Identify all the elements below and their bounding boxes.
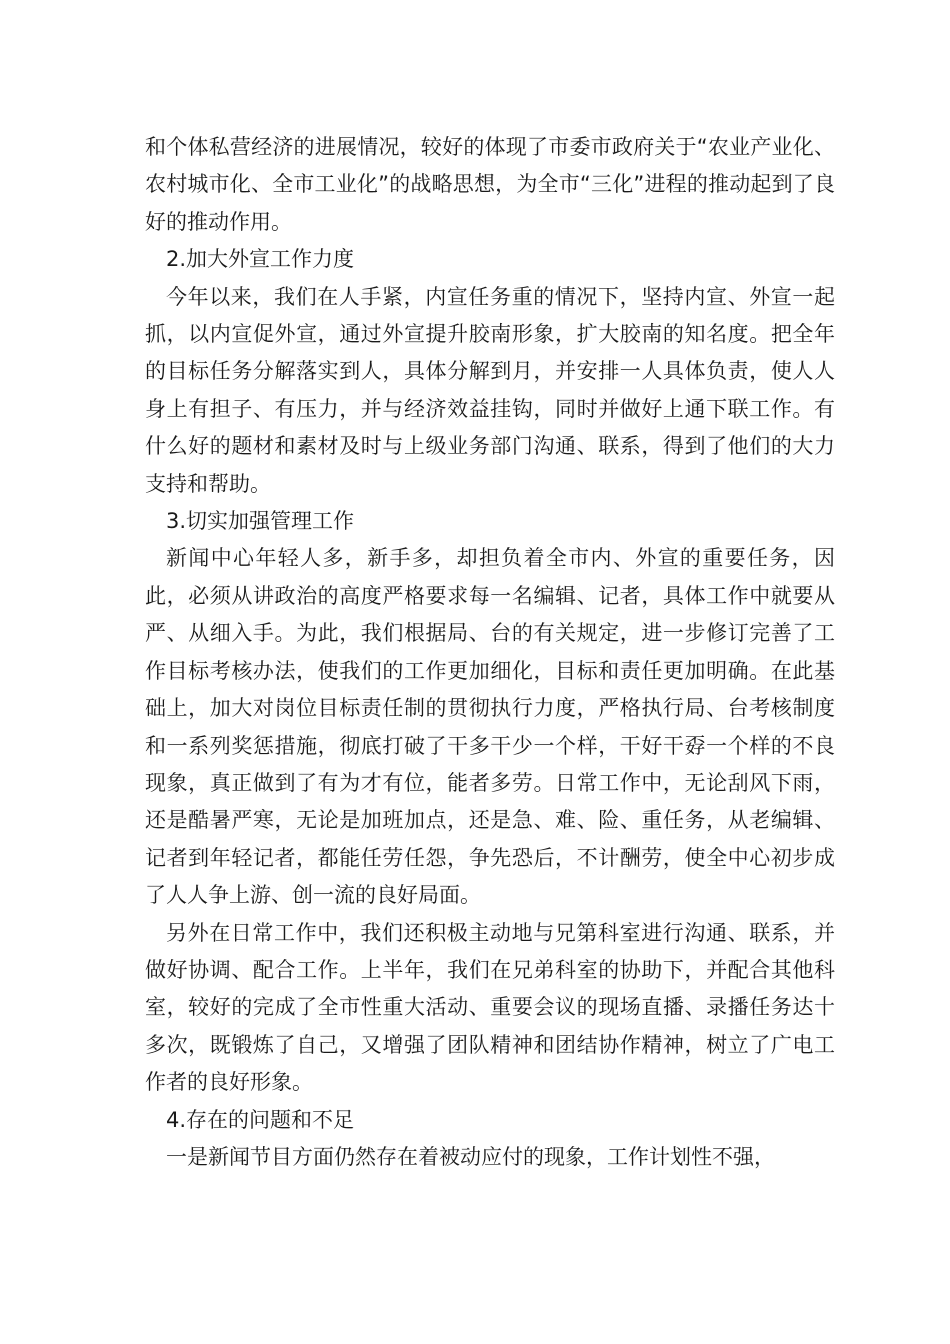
paragraph-problems: 一是新闻节目方面仍然存在着被动应付的现象，工作计划性不强， <box>166 1144 775 1169</box>
section-heading-4: 4.存在的问题和不足 <box>166 1107 355 1132</box>
paragraph-management: 新闻中心年轻人多，新手多，却担负着全市内、外宣的重要任务，因此，必须从讲政治的高度严格要求每一名编辑、记者，具体工作中就要从严、从细入手。为此，我们根据局、台的有关规定，进一步修订完善了工作目标考核办法，使我们的工作更加细化，目标和责任更加明确。在此基础上，加大对岗位目标责任制的贯彻执行力度，严格执行局、台考核制度和一系列奖惩措施，彻底打破了干多干少一个样，干好干孬一个样的不良现象，真正做到了有为才有位，能者多劳。日常工作中，无论刮风下雨，还是酷暑严寒，无论是加班加点，还是急、难、险、重任务，从老编辑、记者到年轻记者，都能任劳任怨，争先恐后，不计酬劳，使全中心初步成了人人争上游、创一流的良好局面。 <box>145 546 835 908</box>
document-body <box>145 129 835 1176</box>
paragraph-continuation: 和个体私营经济的进展情况，较好的体现了市委市政府关于“农业产业化、农村城市化、全市工业化”的战略思想，为全市“三化”进程的推动起到了良好的推动作用。 <box>145 135 835 234</box>
section-heading-2: 2.加大外宣工作力度 <box>166 247 355 272</box>
section-heading-3: 3.切实加强管理工作 <box>166 509 355 534</box>
paragraph-publicity: 今年以来，我们在人手紧，内宣任务重的情况下，坚持内宣、外宣一起抓，以内宣促外宣，通过外宣提升胶南形象，扩大胶南的知名度。把全年的目标任务分解落实到人，具体分解到月，并安排一人具体负责，使人人身上有担子、有压力，并与经济效益挂钩，同时并做好上通下联工作。有什么好的题材和素材及时与上级业务部门沟通、联系，得到了他们的大力支持和帮助。 <box>145 284 835 496</box>
paragraph-cooperation: 另外在日常工作中，我们还积极主动地与兄第科室进行沟通、联系，并做好协调、配合工作。上半年，我们在兄弟科室的协助下，并配合其他科室，较好的完成了全市性重大活动、重要会议的现场直播、录播任务达十多次，既锻炼了自己，又增强了团队精神和团结协作精神，树立了广电工作者的良好形象。 <box>145 920 835 1095</box>
